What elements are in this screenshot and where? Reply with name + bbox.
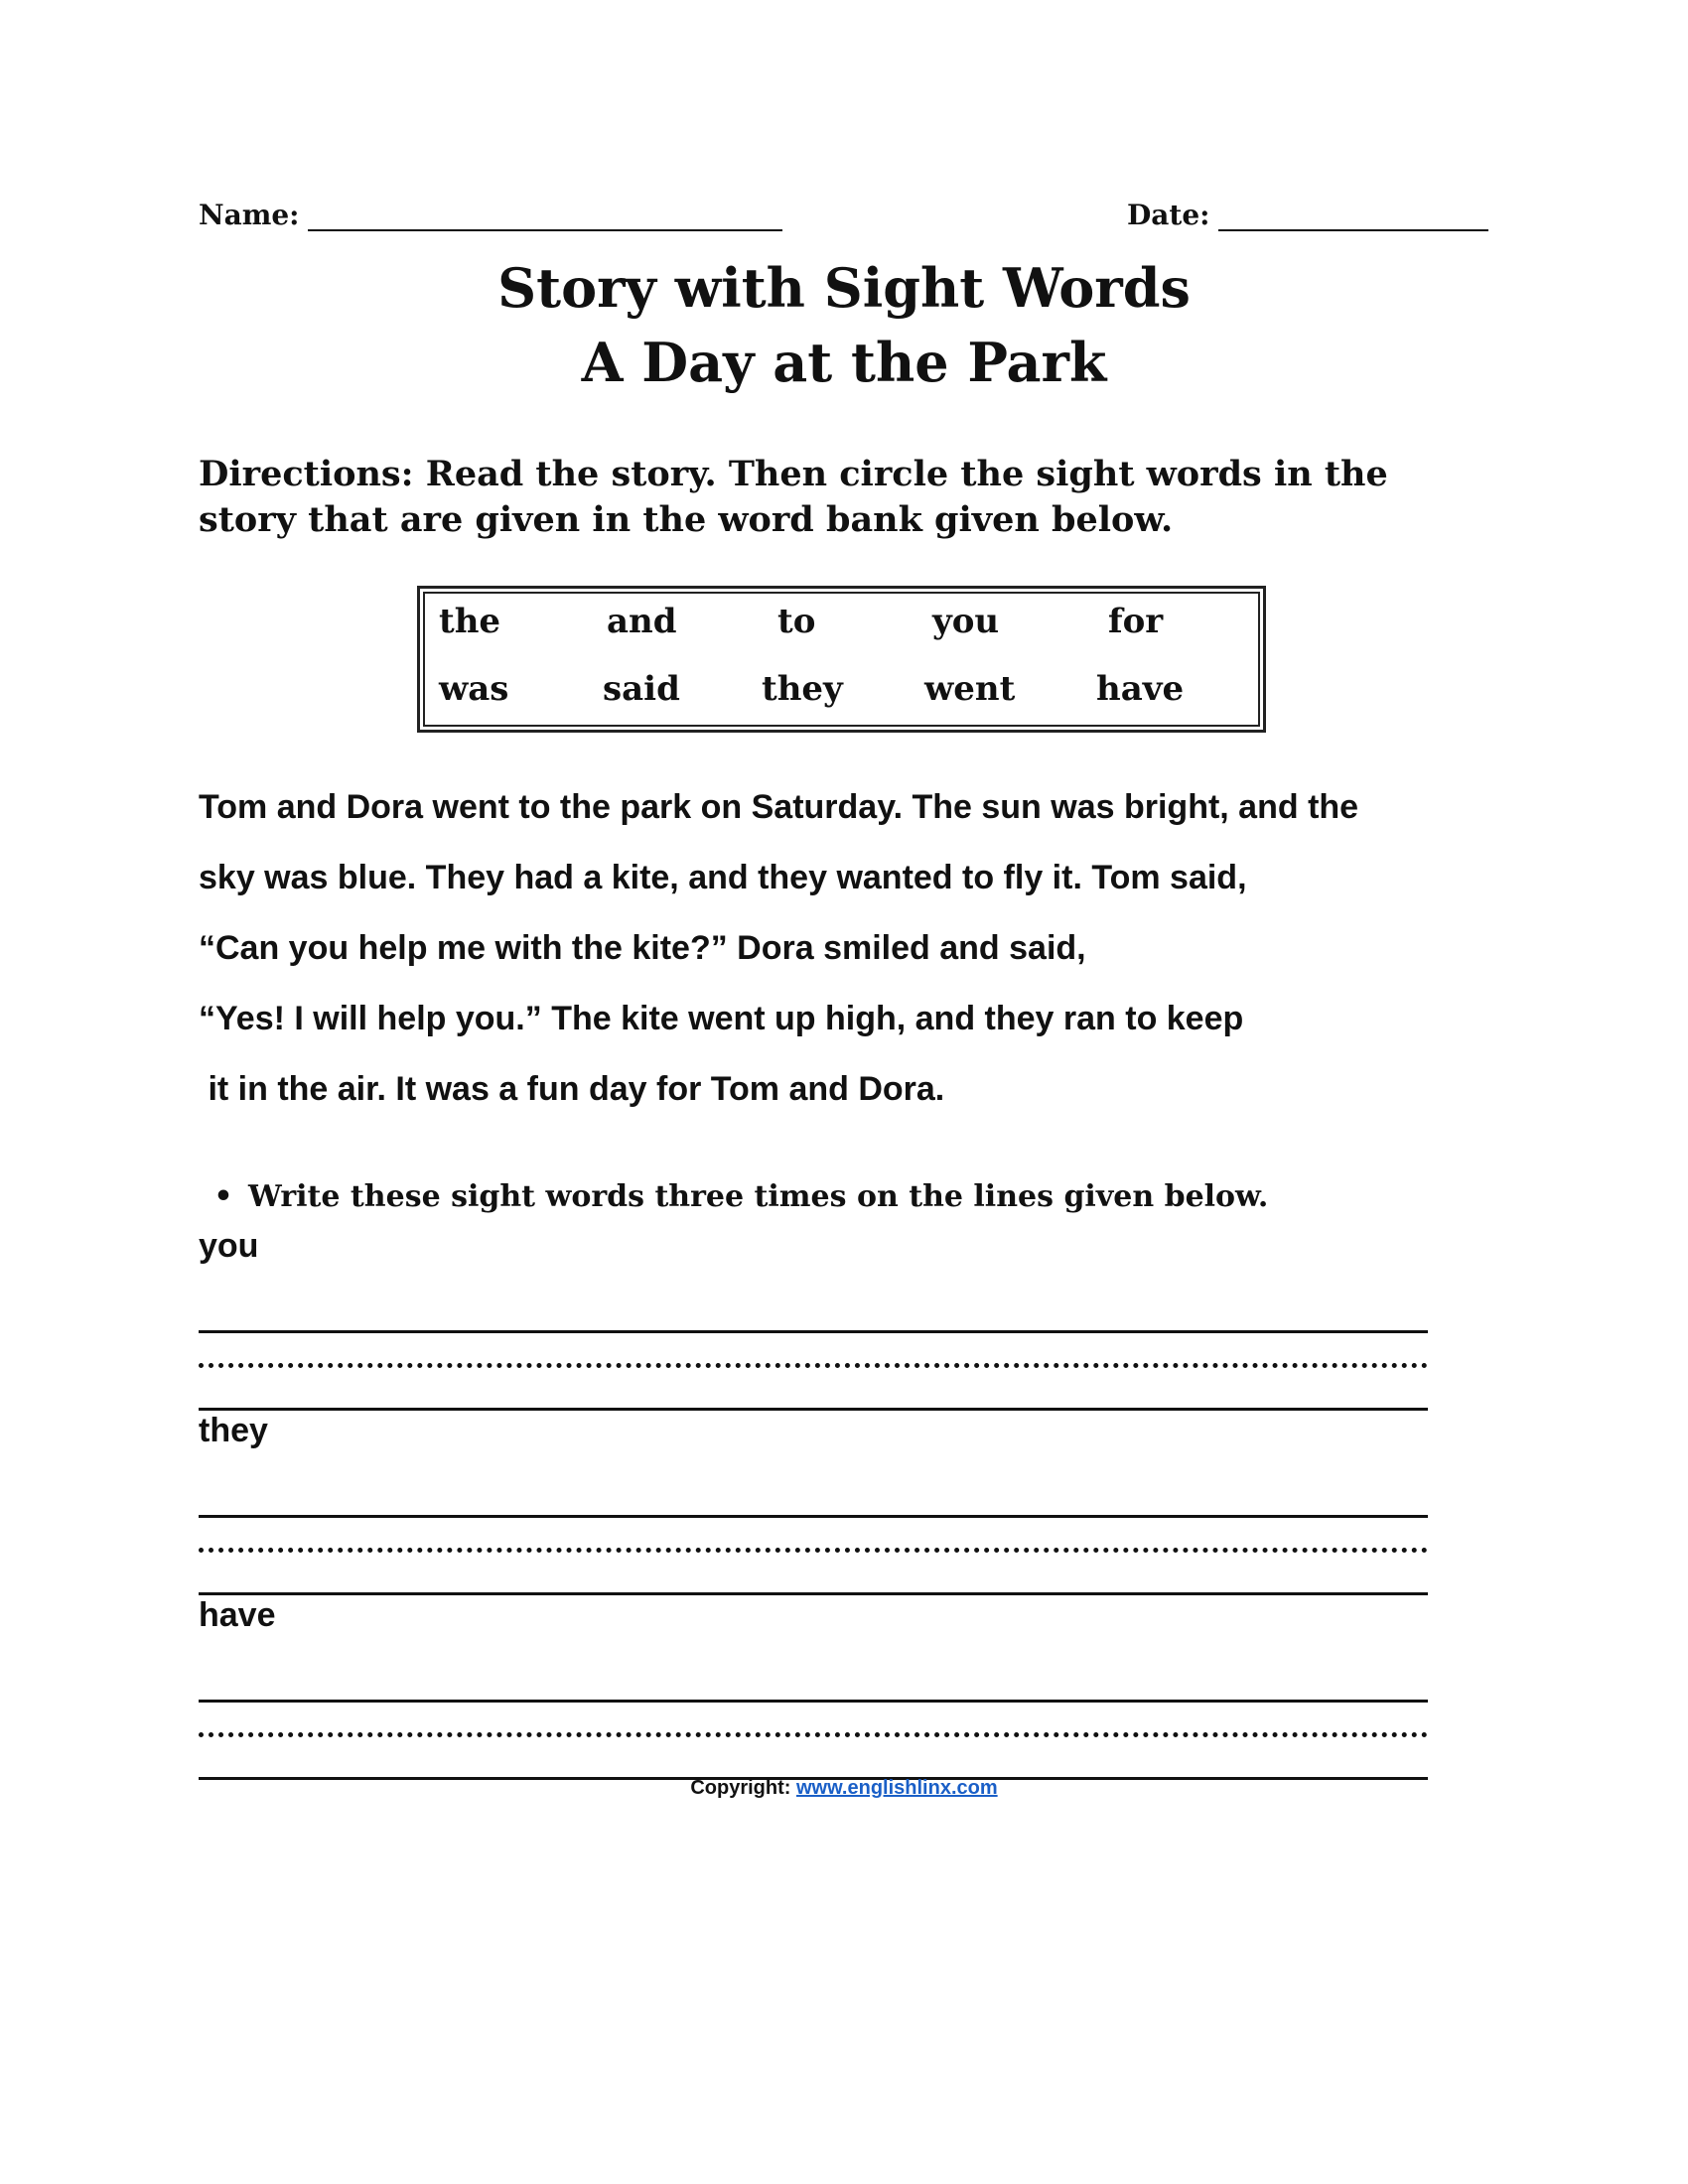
story-title: A Day at the Park [581,331,1107,394]
date-label: Date: [1127,199,1210,231]
date-field[interactable] [1127,199,1488,231]
copyright-label: Copyright: [690,1777,791,1799]
bank-word: have [1096,669,1185,709]
header-row [199,199,1479,238]
name-label: Name: [199,199,300,231]
story-line: Tom and Dora went to the park on Saturday. The sun was bright, and the [199,788,1359,826]
bank-word: for [1108,602,1164,641]
writing-line-dotted[interactable] [199,1548,1428,1553]
bank-word: went [924,669,1016,709]
word-bank-row-1 [425,602,1258,661]
word-bank-row-2 [425,669,1258,729]
writing-line-top[interactable] [199,1515,1428,1518]
word-bank-inner-border [423,592,1260,727]
story-line: “Yes! I will help you.” The kite went up high, and they ran to keep [199,1000,1244,1037]
name-field[interactable] [199,199,782,231]
bank-word: said [603,669,680,709]
practice-word: you [199,1227,259,1265]
directions-text: Directions: Read the story. Then circle the sight words in the story that are given in the word bank given below. [199,454,1388,540]
worksheet-title: Story with Sight Words [497,256,1191,320]
story-line: it in the air. It was a fun day for Tom and Dora. [199,1070,945,1108]
writing-line-top[interactable] [199,1700,1428,1703]
bank-word: they [762,669,843,709]
writing-line-dotted[interactable] [199,1732,1428,1737]
copyright-link[interactable]: www.englishlinx.com [796,1777,998,1799]
writing-instruction [199,1179,1489,1214]
word-bank-box [417,586,1266,733]
practice-block-you [199,1223,1430,1411]
copyright-footer [0,1777,1688,1800]
bank-word: was [439,669,509,709]
story-line: sky was blue. They had a kite, and they wanted to fly it. Tom said, [199,859,1247,896]
bank-word: to [777,602,816,641]
bank-word: and [607,602,677,641]
writing-line-top[interactable] [199,1330,1428,1333]
bank-word: you [932,602,1000,641]
bank-word: the [439,602,501,641]
name-blank-line[interactable] [308,200,782,231]
practice-word: have [199,1596,276,1634]
bullet-icon: • [213,1179,233,1214]
instruction-text: Write these sight words three times on the lines given below. [248,1179,1269,1214]
story-text [199,779,1489,1132]
practice-block-they [199,1408,1430,1595]
practice-block-have [199,1592,1430,1780]
date-blank-line[interactable] [1218,200,1488,231]
writing-line-dotted[interactable] [199,1363,1428,1368]
story-line: “Can you help me with the kite?” Dora smiled and said, [199,929,1086,967]
practice-word: they [199,1412,268,1449]
